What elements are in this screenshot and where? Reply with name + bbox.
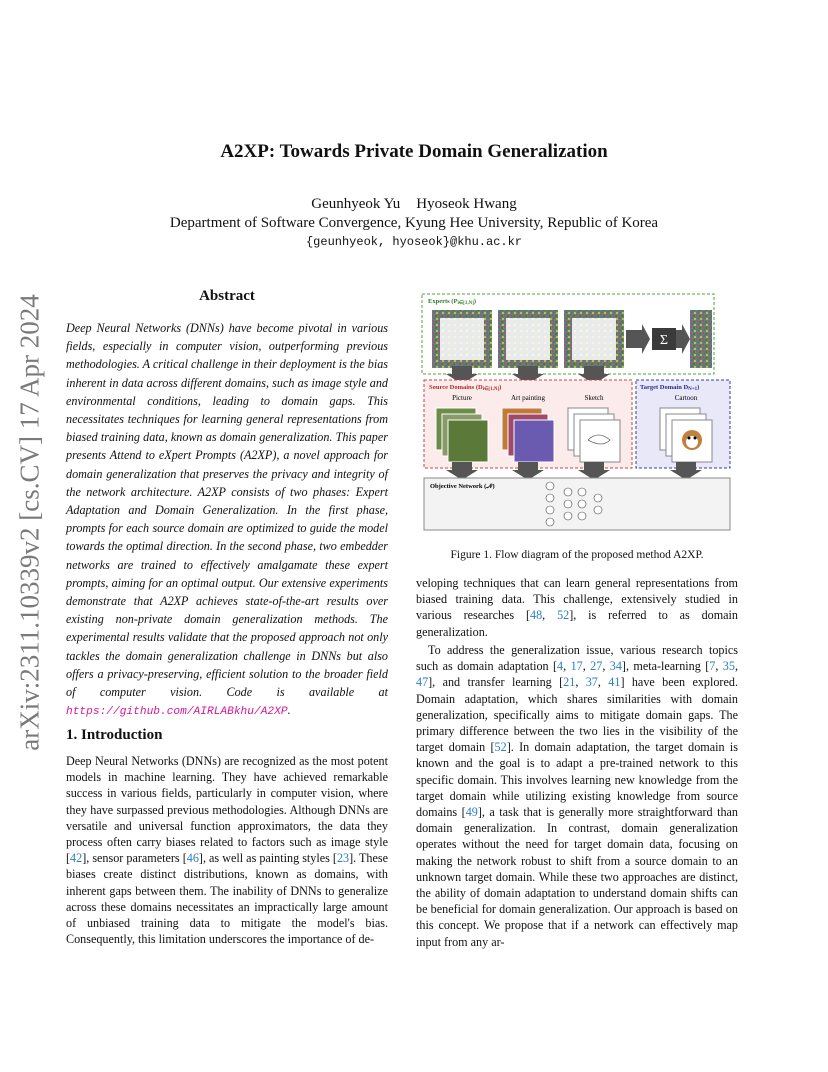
author-1: Geunhyeok Yu: [311, 196, 401, 212]
arxiv-stamp-text: arXiv:2311.10339v2 [cs.CV] 17 Apr 2024: [14, 293, 45, 751]
affiliation: Department of Software Convergence, Kyung Hee University, Republic of Korea: [169, 215, 659, 231]
target-sub: N+1: [688, 387, 698, 392]
abstract-text: Deep Neural Networks (DNNs) have become pivotal in various fields, especially in computer vision, outperforming previous methodologies. A critical challenge in their deployment is the bias inherent in data across different domains, such as image style and environmental conditions, leading to domain gaps. This necessitates techniques for learning general representations from biased training data, known as domain generalization. This paper presents Attend to eXpert Prompts (A2XP), a novel approach for domain generalization that preserves the privacy and integrity of the network architecture. A2XP consists of two phases: Expert Adaptation and Domain Generalization. In the first phase, prompts for each source domain are optimized to guide the model towards the optimal direction. In the second phase, two embedder networks are trained to effectively amalgamate these expert prompts, aiming for an optimal output. Our extensive experiments demonstrate that A2XP achieves state-of-the-art results over existing non-private domain generalization methods. The experimental results validate that the proposed approach not only tackles the domain generalization challenge in DNNs but also offers a privacy-preserving, efficient solution to the broader field of computer vision. Code is available at: [66, 321, 388, 700]
target-label: Target Domain D: [640, 384, 689, 391]
art-stack: [502, 408, 554, 462]
domain-picture: Picture: [452, 394, 472, 402]
abstract-end: .: [287, 703, 291, 718]
svg-text:Target Domain DN+1): Target Domain DN+1): [640, 384, 700, 392]
sum-symbol: Σ: [659, 333, 669, 348]
email: {geunhyeok, hyoseok}@khu.ac.kr: [305, 235, 523, 249]
domain-cartoon: Cartoon: [674, 394, 698, 402]
objective-label: Objective Network (𝒩): [430, 483, 495, 490]
abstract-heading: Abstract: [199, 288, 255, 304]
sketch-stack: [568, 408, 620, 462]
section-heading: 1. Introduction: [66, 727, 163, 743]
right-paragraph-2: To address the generalization issue, various research topics such as domain adaptation [4, 17, 27, 34], meta-learning [7, 35, 47], and transfer learning [21, 37, 41] have been explored. Domain adaptation, which shares similarities with domain generalization, specifically aims to mitigate domain gaps. The primary difference between the two lies in the visibility of the target domain [52]. In domain adaptation, the target domain is known and the goal is to adapt a pre-trained network to this specific domain. This involves learning new knowledge from the target domain while utilizing existing knowledge from source domains [49], a task that is generally more straightforward than domain generalization. In contrast, domain generalization operates without the need for target domain data, focusing on making the network robust to shift from a source domain to an unknown target domain. While these two approaches are distinct, the ability of domain adaptation to understand domain shifts can be beneficial for domain generalization. Our approach is based on this concept. We propose that if a network can effectively map input from any ar-: [416, 643, 738, 949]
figure-caption: Figure 1. Flow diagram of the proposed method A2XP.: [450, 549, 704, 561]
experts-label: Experts (P: [428, 298, 458, 305]
cartoon-stack: [660, 408, 712, 462]
source-sub: i∈[1,N]: [482, 387, 500, 392]
code-link[interactable]: https://github.com/AIRLABkhu/A2XP: [66, 706, 288, 719]
source-label: Source Domains (D: [429, 384, 483, 391]
expert-prompts: [432, 310, 712, 368]
svg-text:Experts (Pi∈[1,N]): Experts (Pi∈[1,N]): [428, 298, 477, 306]
abstract-body: [66, 319, 388, 721]
arxiv-stamp: [4, 287, 56, 757]
picture-stack: [436, 408, 488, 462]
right-paragraph-1: veloping techniques that can learn general representations from biased training data. This challenge, extensively studied in various researches [48, 52], is referred to as domain generalization.: [416, 576, 738, 639]
experts-sub: i∈[1,N]: [457, 301, 474, 306]
domain-sketch: Sketch: [584, 394, 604, 402]
authors: [0, 196, 828, 213]
figure-1-diagram: [420, 290, 736, 534]
intro-paragraph: Deep Neural Networks (DNNs) are recognized as the most potent models in machine learning. They have achieved remarkable success in various fields, particularly in computer vision, where they have surpassed previous methodologies. Although DNNs are versatile and universal function approximators, the data they process often carry biases related to factors such as image style [42], sensor parameters [46], as well as painting styles [23]. These biases create distinct distributions, known as domains, with inherent gaps between them. The inability of DNNs to generalize across these domains necessitates an impractically large amount of unbiased training data to mitigate the model's bias. Consequently, this limitation underscores the importance of de-: [66, 754, 388, 947]
author-2: Hyoseok Hwang: [416, 196, 517, 212]
paper-title: A2XP: Towards Private Domain Generalization: [220, 141, 608, 162]
svg-text:Source Domains (Di∈[1,N]): Source Domains (Di∈[1,N]): [429, 384, 502, 392]
domain-art: Art painting: [510, 394, 546, 402]
